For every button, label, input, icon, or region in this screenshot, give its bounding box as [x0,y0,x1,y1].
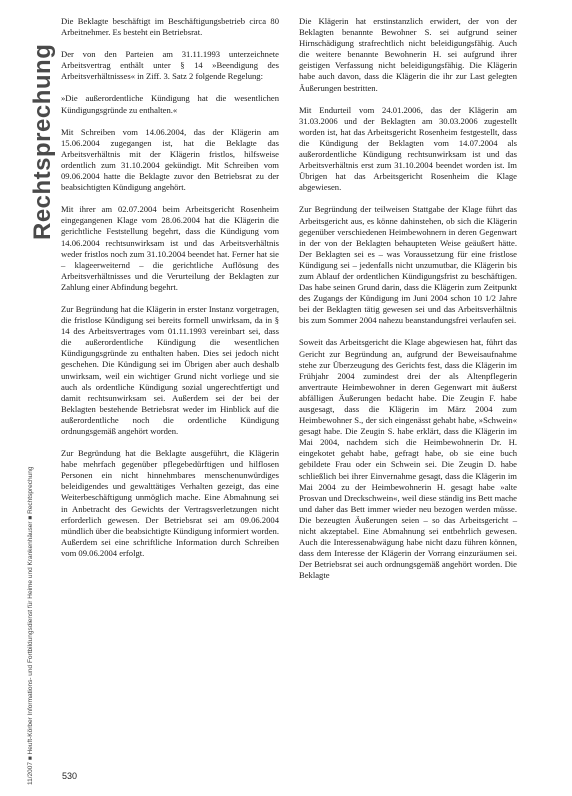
issue-reference-text: 11/2007 ■ Heuft-Körber Informations- und Fortbildungsdienst für Heime und Krankenhäuser ■ Rechtsprechung [27,466,34,785]
paragraph: Die Beklagte beschäftigt im Beschäftigungsbetrieb circa 80 Arbeitnehmer. Es besteht ein Betriebsrat. [61,16,279,38]
section-title-text: Rechtsprechung [29,43,56,240]
paragraph: Zur Begründung hat die Klägerin in erster Instanz vorgetragen, die fristlose Kündigung sei bereits formell unwirksam, da in § 14 des Arbeitsvertrages vom 01.11.1993 vereinbart sei, dass die außerordentliche Kündigung die wesentlichen Kündigungsgründe zu enthalten haben. Dies sei jedoch nicht geschehen. Die Kündigung sei im Übrigen aber auch deshalb unwirksam, weil ein wichtiger Grund nicht vorliege und sie auch als ordentliche Kündigung sozial ungerechtfertigt und damit rechtsunwirksam sei. Außerdem sei der bei der Beklagten bestehende Betriebsrat weder im Hinblick auf die außerordentliche noch die ordentliche Kündigung ordnungsgemäß angehört worden. [61,303,279,436]
section-title [5,20,56,240]
paragraph: Die Klägerin hat erstinstanzlich erwidert, der von der Beklagten benannte Bewohner S. sei aufgrund seiner Hirnschädigung strafrechtlich nicht beleidigungsfähig. Auch die weitere benannte Bewohnerin H. sei aufgrund ihrer geistigen Verfassung nicht beleidigungsfähig. Die Klägerin habe auch davon, dass die Klägerin die ihr zur Last gelegten Äußerungen bestritten. [299,16,517,93]
paragraph: Mit ihrer am 02.07.2004 beim Arbeitsgericht Rosenheim eingegangenen Klage vom 28.06.2004 hat die Klägerin die gerichtliche Feststellung begehrt, dass die Kündigung vom 14.06.2004 rechtsunwirksam ist und das Arbeitsverhältnis weder fristlos noch zum 31.10.2004 beendet hat. Ferner hat sie – klageerweiternd – die gerichtliche Auflösung des Arbeitsverhältnisses und die Verurteilung der Beklagten zur Zahlung einer Abfindung begehrt. [61,204,279,292]
paragraph: Mit Schreiben vom 14.06.2004, das der Klägerin am 15.06.2004 zugegangen ist, hat die Beklagte das Arbeitsverhältnis mit der Klägerin fristlos, hilfsweise ordentlich zum 31.10.2004 gekündigt. Mit Schreiben vom 09.06.2004 hatte die Beklagte zuvor den Betriebsrat zu der beabsichtigten Kündigung angehört. [61,126,279,193]
paragraph: Zur Begründung hat die Beklagte ausgeführt, die Klägerin habe mehrfach gegenüber pflegebedürftigen und hilflosen Personen ein nicht hinnehmbares menschenunwürdiges beleidigendes und gewalttätiges Verhalten gezeigt, das eine Weiterbeschäftigung unmöglich mache. Eine Abmahnung sei in Anbetracht des Gewichts der Vertragsverletzungen nicht erforderlich gewesen. Der Betriebsrat sei am 09.06.2004 mündlich über die beabsichtigte Kündigung informiert worden. Außerdem sei eine schriftliche Information durch Schreiben vom 09.06.2004 erfolgt. [61,448,279,558]
issue-reference [18,455,34,785]
paragraph: Zur Begründung der teilweisen Stattgabe der Klage führt das Arbeitsgericht aus, es könne dahinstehen, ob sich die Klägerin gegenüber verschiedenen Heimbewohnern in deren Gegenwart in der von der Beklagten behaupteten Weise geäußert hätte. Der Beklagten sei es – was Voraussetzung für eine fristlose Kündigung sei – jedenfalls nicht unzumutbar, die Klägerin bis zum Ablauf der ordentlichen Kündigungsfrist zu beschäftigen. Das habe seinen Grund darin, dass die Klägerin zum Zeitpunkt des Zugangs der Kündigung im Juni 2004 schon 10 1/2 Jahre bei der Beklagten tätig gewesen sei und das Arbeitsverhältnis bis zum Sommer 2004 nahezu beanstandungsfrei verlaufen sei. [299,204,517,326]
paragraph: Mit Endurteil vom 24.01.2006, das der Klägerin am 31.03.2006 und der Beklagten am 30.03.2006 zugestellt worden ist, hat das Arbeitsgericht Rosenheim festgestellt, dass die Kündigung der Beklagten vom 14.07.2004 als außerordentliche Kündigung rechtsunwirksam ist und das Arbeitsverhältnis erst zum 31.10.2004 beendet worden ist. Im Übrigen hat das Arbeitsgericht Rosenheim die Klage abgewiesen. [299,104,517,193]
page-number: 530 [62,771,78,781]
right-column [299,16,517,786]
paragraph: Der von den Parteien am 31.11.1993 unterzeichnete Arbeitsvertrag enthält unter § 14 »Beendigung des Arbeitsverhältnisses« in Ziff. 3. Satz 2 folgende Regelung: [61,49,279,82]
left-column [61,16,279,758]
quotation-paragraph: »Die außerordentliche Kündigung hat die wesentlichen Kündigungsgründe zu enthalten.« [61,93,279,115]
paragraph: Soweit das Arbeitsgericht die Klage abgewiesen hat, führt das Gericht zur Begründung an, aufgrund der Beweisaufnahme stehe zur Überzeugung des Gerichts fest, dass die Klägerin im Frühjahr 2004 zumindest drei der als Altenpflegerin anvertraute Heimbewohner in deren Gegenwart mit äußerst abfälligen Äußerungen bedacht habe. Die Zeugin F. habe ausgesagt, dass die Klägerin im März 2004 zum Heimbewohner S., der sich eingenässt gehabt habe, »Schwein« gesagt habe. Die Zeugin S. habe erklärt, dass die Klägerin im Mai 2004, nachdem sich die Heimbewohnerin Dr. H. eingekotet gehabt habe, gefragt habe, ob sie eine buch gebildete Frau oder ein Schwein sei. Die Zeugin D. habe schließlich bei ihrer Einvernahme gesagt, dass die Klägerin im Mai 2004 zu der Heimbewohnerin H. gesagt habe »alte Prosvan und Dreckschwein«, weil diese ständig ins Bett mache und daher das Bett immer wieder neu bezogen werden müsse. Die bezeugten Äußerungen seien – so das Arbeitsgericht – nicht akzeptabel. Eine Abmahnung sei entbehrlich gewesen. Auch die Interessenabwägung habe nicht dazu führen können, dass dem Interesse der Klägerin der Vorrang einzuräumen sei. Der Betriebsrat sei auch ordnungsgemäß angehört worden. Die Beklagte [299,337,517,581]
